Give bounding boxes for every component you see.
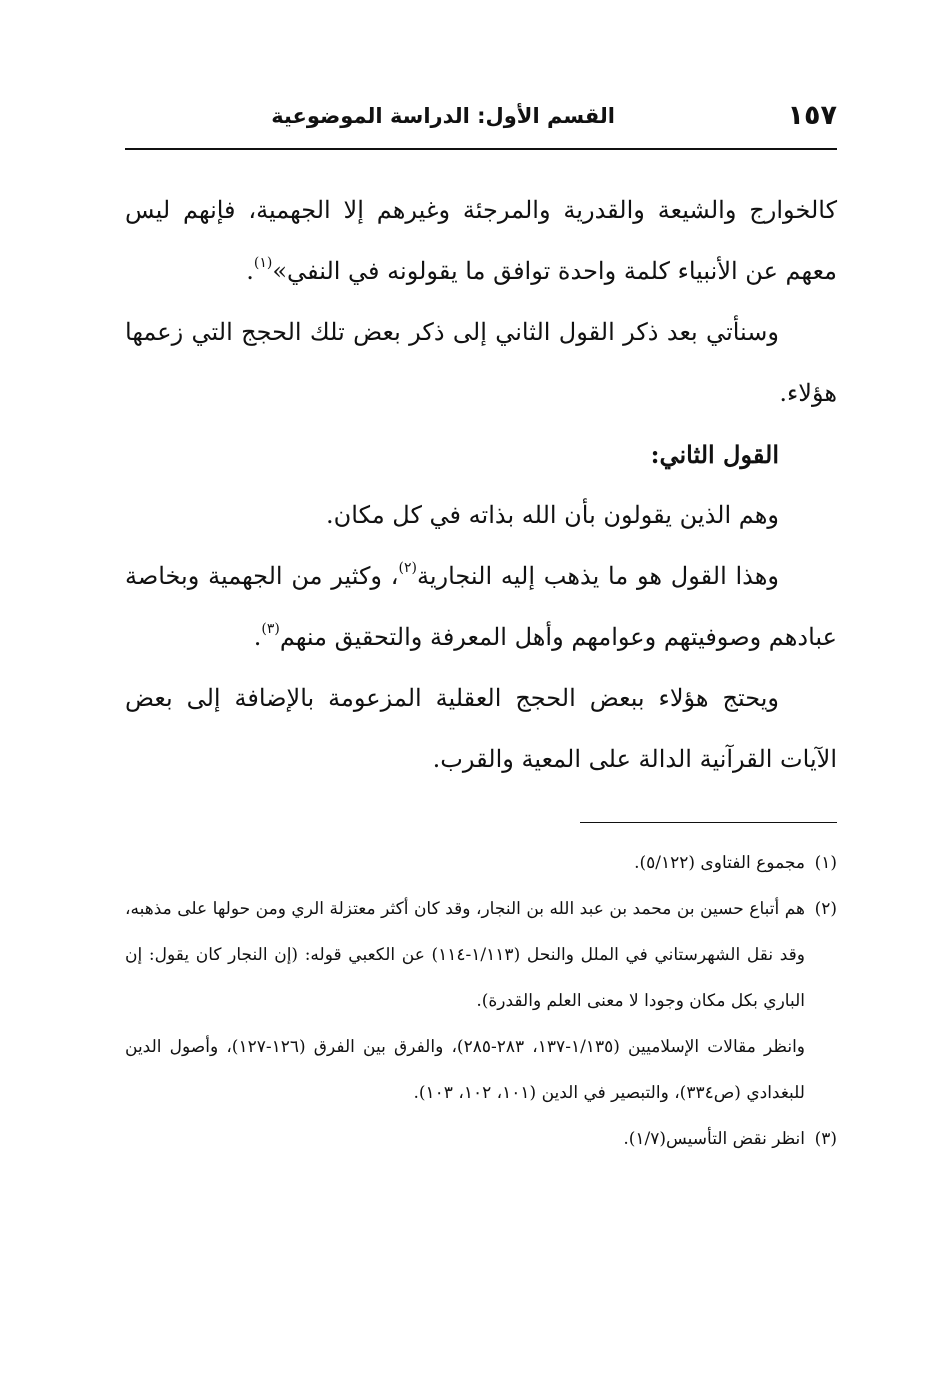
header-rule [125,148,837,150]
running-head: القسم الأول: الدراسة الموضوعية [271,104,615,128]
footnote-separator [580,822,837,823]
section-heading: القول الثاني: [650,440,779,469]
paragraph-5: ويحتج هؤلاء ببعض الحجج العقلية المزعومة بالإضافة إلى بعض الآيات القرآنية الدالة على المعية والقرب. [125,684,837,773]
paragraph-4 [125,546,837,668]
main-text [125,180,837,790]
footnote-2-continuation: وانظر مقالات الإسلاميين (١/١٣٥-١٣٧، ٢٨٣-٢٨٥)، والفرق بين الفرق (١٢٦-١٢٧)، وأصول الدين للبغدادي (ص٣٣٤)، والتبصير في الدين (١٠١، ١٠٢، ١٠٣). [125,1037,806,1103]
footnote-ref-2[interactable]: (٢) [398,560,417,576]
footnote-3 [125,1116,837,1162]
paragraph-4-text-a: وهذا القول هو ما يذهب إليه النجارية [416,562,780,590]
paragraph-1 [125,180,837,302]
paragraph-2: وسنأتي بعد ذكر القول الثاني إلى ذكر بعض تلك الحجج التي زعمها هؤلاء. [125,318,837,407]
footnote-1-number: (١) [814,853,837,873]
footnote-3-text: انظر نقض التأسيس(١/٧). [623,1129,805,1149]
paragraph-4-end: . [253,623,262,651]
footnote-2 [125,886,837,1024]
page-header [125,96,837,142]
footnote-1-text: مجموع الفتاوى (٥/١٢٢). [634,853,805,873]
footnote-2-text: هم أتباع حسين بن محمد بن عبد الله بن النجار، وقد كان أكثر معتزلة الري ومن حولها على مذهبه، وقد نقل الشهرستاني في الملل والنحل (١/١١٣-١١٤) عن الكعبي قوله: (إن النجار كان يقول: إن الباري بكل مكان وجودا لا معنى العلم والقدرة). [125,899,805,1011]
paragraph-1-end: . [246,257,254,285]
paragraph-4-text-b: ، وكثير من الجهمية وبخاصة عبادهم وصوفيتهم وعوامهم وأهل المعرفة والتحقيق منهم [125,562,837,651]
footnote-ref-1[interactable]: (١) [253,255,273,271]
footnote-2-number: (٢) [814,899,837,919]
paragraph-3: وهم الذين يقولون بأن الله بذاته في كل مكان. [326,501,779,529]
page-number: ١٥٧ [787,100,837,131]
paragraph-1-text: كالخوارج والشيعة والقدرية والمرجئة وغيرهم إلا الجهمية، فإنهم ليس معهم عن الأنبياء كلمة واحدة توافق ما يقولونه في النفي» [125,196,837,285]
footnotes [125,840,837,1162]
footnote-ref-3[interactable]: (٣) [261,621,280,637]
footnote-3-number: (٣) [814,1129,837,1149]
footnote-1 [125,840,837,886]
